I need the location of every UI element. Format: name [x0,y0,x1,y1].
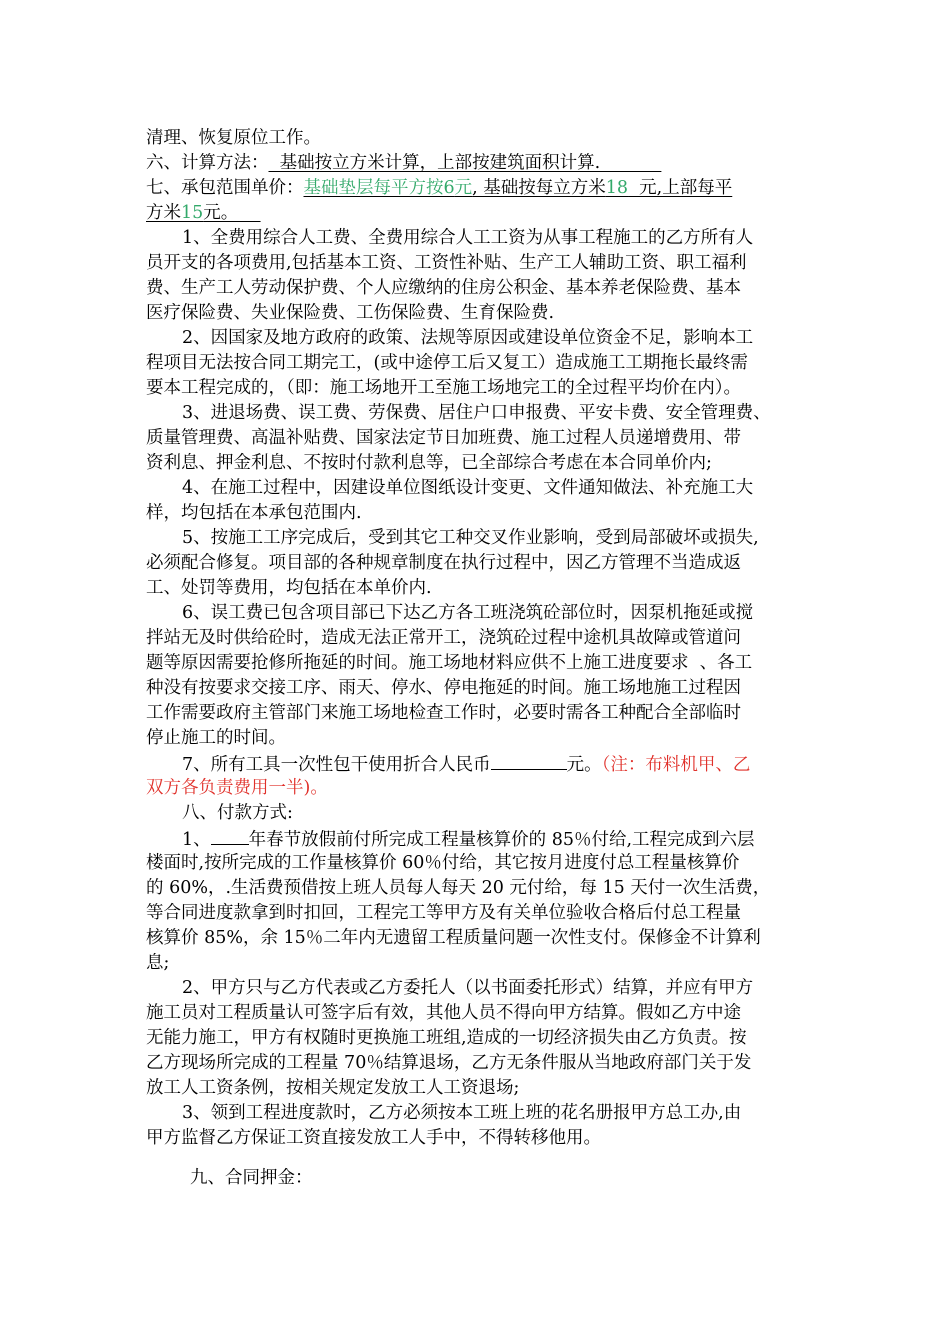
clause-7-heading: 七、承包范围单价： [146,178,304,198]
unit-price-value-3: 15 [181,203,204,223]
text-line: 3、领到工程进度款时，乙方必须按本工班上班的花名册报甲方总工办,由 [182,1103,742,1123]
text-line: 6、误工费已包含项目部已下达乙方各工班浇筑砼部位时，因泵机拖延或搅 [182,603,754,623]
year-blank [211,826,249,845]
text-line: 2、因国家及地方政府的政策、法规等原因或建设单位资金不足，影响本工 [182,328,754,348]
text-line: 种没有按要求交接工序、雨天、停水、停电拖延的时间。施工场地施工过程因 [146,678,741,698]
text-line: 资利息、押金利息、不按时付款利息等，已全部综合考虑在本合同单价内; [146,453,712,473]
payment-index: 1、 [182,830,211,850]
unit-price-value-2: 18 [605,178,629,198]
calculation-method-text: 基础按立方米计算，上部按建筑面积计算. [268,153,662,173]
note-text-2: 双方各负责费用一半)。 [146,778,328,798]
text-line: 1、全费用综合人工费、全费用综合人工工资为从事工程施工的乙方所有人 [182,228,754,248]
text-line: 停止施工的时间。 [146,728,286,748]
text-line: 楼面时,按所完成的工作量核算价 60％付给，其它按月进度付总工程量核算价 [146,853,740,873]
text-line: 题等原因需要抢修所拖延的时间。施工场地材料应供不上施工进度要求 、各工 [146,653,753,673]
tools-text: 7、所有工具一次性包干使用折合人民币 [182,755,491,775]
text-line: 无能力施工，甲方有权随时更换施工班组,造成的一切经济损失由乙方负责。按 [146,1028,747,1048]
unit-price-label-1: 基础垫层每平方按 [303,178,444,198]
text-line: 必须配合修复。项目部的各种规章制度在执行过程中，因乙方管理不当造成返 [146,553,741,573]
payment-text: 年春节放假前付所完成工程量核算价的 85％付给,工程完成到六层 [248,830,755,850]
clause-6-heading: 六、计算方法： [146,153,269,173]
text-line: 质量管理费、高温补贴费、国家法定节日加班费、施工过程人员递增费用、带 [146,428,741,448]
text-line: 要本工程完成的，（即：施工场地开工至施工场地完工的全过程平均价在内）。 [146,378,741,398]
unit-price-value-1: 6 [443,178,455,198]
text-line: 4、在施工过程中，因建设单位图纸设计变更、文件通知做法、补充施工大 [182,478,754,498]
text-line: 2、甲方只与乙方代表或乙方委托人（以书面委托形式）结算，并应有甲方 [182,978,754,998]
text-line: 工、处罚等费用，均包括在本单价内. [146,578,432,598]
unit-price-label-3: 元,上部每平 [628,178,733,198]
note-text: （注：布料机甲、乙 [601,755,751,775]
text-line: 工作需要政府主管部门来施工场地检查工作时，必要时需各工种配合全部临时 [146,703,741,723]
amount-blank [491,751,567,770]
text-line: 医疗保险费、失业保险费、工伤保险费、生育保险费. [146,303,555,323]
text-line: 5、按施工工序完成后，受到其它工种交叉作业影响，受到局部破坏或损失, [182,528,759,548]
deposit-heading: 九、合同押金： [190,1168,313,1188]
unit-price-unit-3: 元。 [203,203,261,223]
text-line: 放工人工资条例，按相关规定发放工人工资退场; [146,1078,520,1098]
text-line: 等合同进度款拿到时扣回，工程完工等甲方及有关单位验收合格后付总工程量 [146,903,741,923]
text-line: 核算价 85%，余 15％二年内无遗留工程质量问题一次性支付。保修金不计算利 [146,928,761,948]
text-line: 息; [146,953,170,973]
text-line: 的 60%，.生活费预借按上班人员每人每天 20 元付给，每 15 天付一次生活费， [146,878,771,898]
clause-6-line [146,151,661,175]
clause-7-line-2 [146,201,261,225]
unit-price-unit-1: 元 [454,178,473,198]
clause-tools-line [182,751,750,775]
clause-7-line [146,176,732,200]
unit-price-text [304,178,733,198]
text-line: 清理、恢复原位工作。 [146,128,321,148]
text-line: 员开支的各项费用,包括基本工资、工资性补贴、生产工人辅助工资、职工福利 [146,253,747,273]
unit-price-label-4: 方米 [146,203,181,223]
payment-line-1 [182,826,755,850]
text-line: 费、生产工人劳动保护费、个人应缴纳的住房公积金、基本养老保险费、基本 [146,278,741,298]
text-line: 程项目无法按合同工期完工，(或中途停工后又复工）造成施工工期拖长最终需 [146,353,748,373]
text-line: 3、进退场费、误工费、劳保费、居住户口申报费、平安卡费、安全管理费、 [182,403,771,423]
text-line: 样，均包括在本承包范围内. [146,503,362,523]
text-line: 施工员对工程质量认可签字后有效，其他人员不得向甲方结算。假如乙方中途 [146,1003,741,1023]
payment-heading: 八、付款方式: [182,803,293,823]
unit-price-text-2 [146,203,261,223]
text-line: 甲方监督乙方保证工资直接发放工人手中，不得转移他用。 [146,1128,601,1148]
unit-price-label-2: , 基础按每立方米 [472,178,606,198]
tools-unit: 元。 [566,755,602,775]
text-line: 拌站无及时供给砼时，造成无法正常开工，浇筑砼过程中途机具故障或管道问 [146,628,741,648]
text-line: 乙方现场所完成的工程量 70％结算退场，乙方无条件服从当地政府部门关于发 [146,1053,752,1073]
